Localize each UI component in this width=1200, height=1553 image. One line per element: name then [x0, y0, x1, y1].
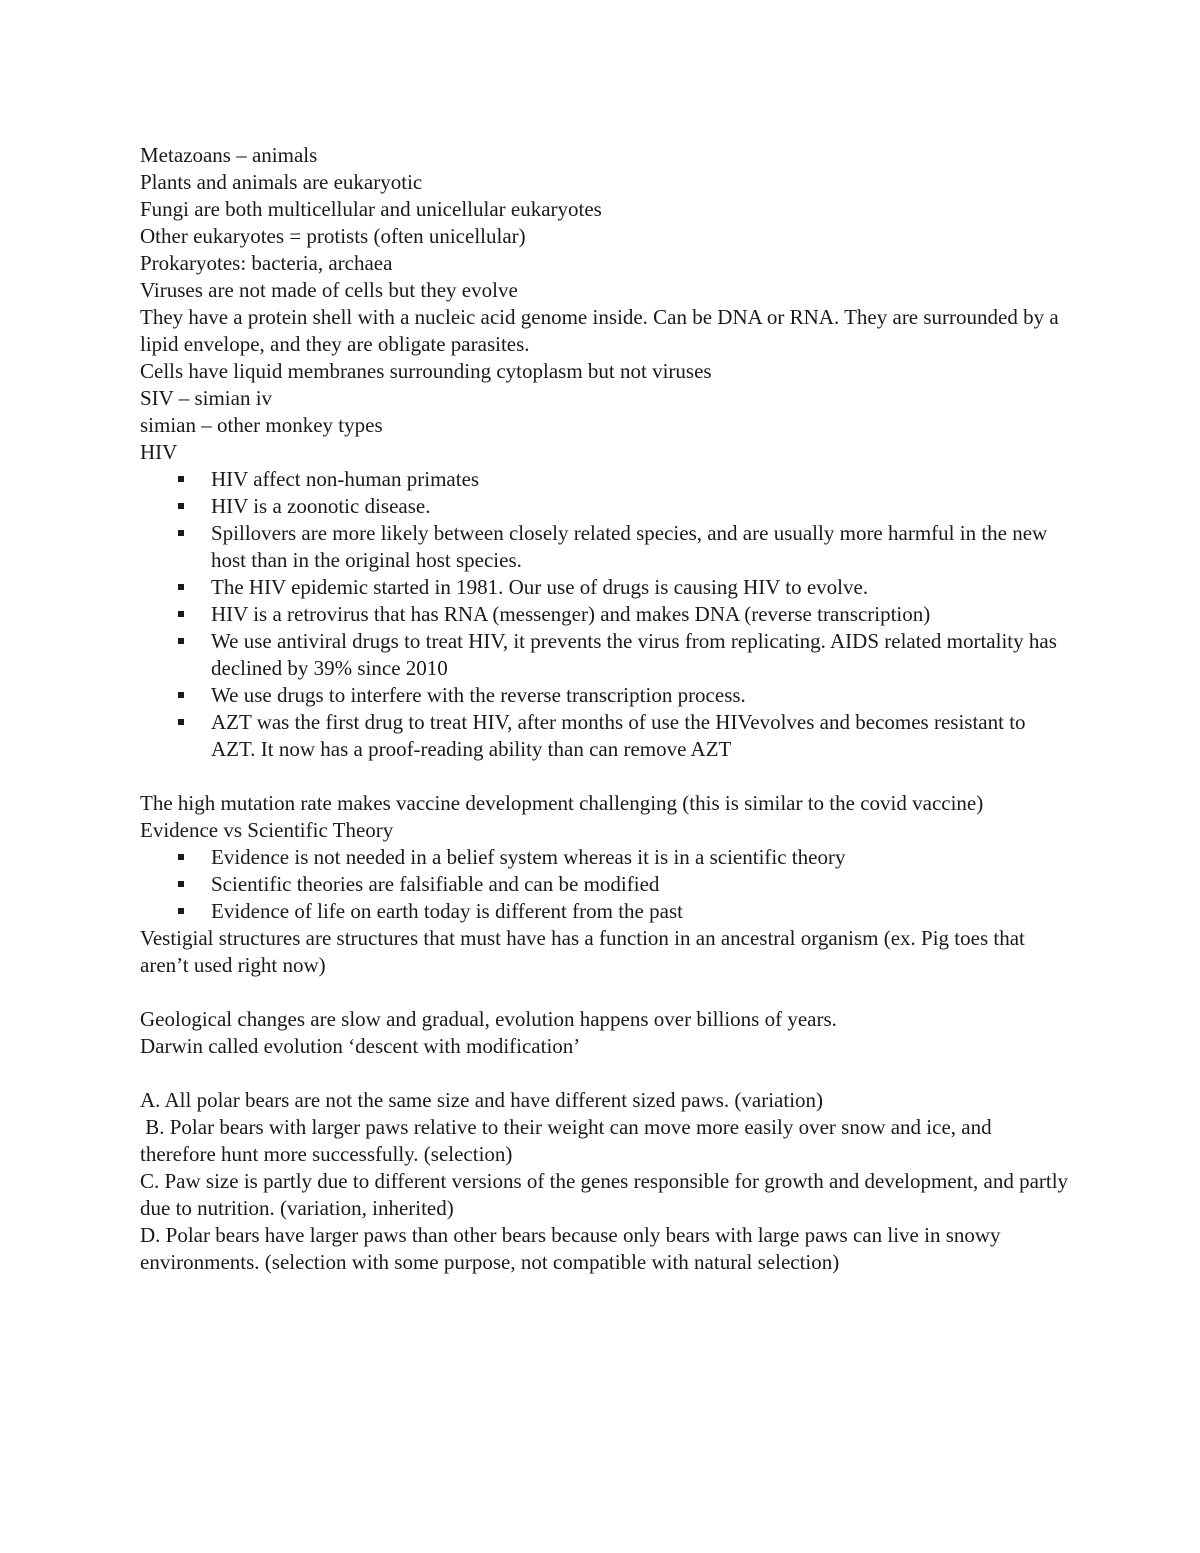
text-line-simian: simian – other monkey types — [140, 413, 383, 437]
bullet-square-icon — [178, 719, 184, 725]
list-item — [140, 682, 1070, 709]
text-line-cells-membranes: Cells have liquid membranes surrounding cytoplasm but not viruses — [140, 359, 712, 383]
text-line-vestigial: Vestigial structures are structures that must have has a function in an ancestral organism (ex. Pig toes that aren’t used right now) — [140, 926, 1025, 977]
bullet-square-icon — [178, 908, 184, 914]
list-item — [140, 574, 1070, 601]
list-item — [140, 628, 1070, 682]
bullet-square-icon — [178, 692, 184, 698]
list-item — [140, 898, 1070, 925]
list-item — [140, 844, 1070, 871]
text-line-darwin: Darwin called evolution ‘descent with modification’ — [140, 1034, 581, 1058]
bullet-square-icon — [178, 530, 184, 536]
list-item-text: The HIV epidemic started in 1981. Our use of drugs is causing HIV to evolve. — [211, 575, 869, 599]
text-line-other-eukaryotes: Other eukaryotes = protists (often unicellular) — [140, 224, 526, 248]
blank-line — [140, 979, 1070, 1006]
text-line-hiv-heading: HIV — [140, 440, 178, 464]
text-line-plants-animals: Plants and animals are eukaryotic — [140, 170, 423, 194]
text-line-evidence-heading: Evidence vs Scientific Theory — [140, 818, 394, 842]
list-item-text: Evidence of life on earth today is different from the past — [211, 899, 683, 923]
text-line-geology: Geological changes are slow and gradual, evolution happens over billions of years. — [140, 1007, 837, 1031]
bullet-square-icon — [178, 881, 184, 887]
list-item-text: HIV affect non-human primates — [211, 467, 480, 491]
list-item — [140, 493, 1070, 520]
list-item-text: Spillovers are more likely between closely related species, and are usually more harmful in the new host than in the original host species. — [211, 521, 1048, 572]
list-item-text: Evidence is not needed in a belief system whereas it is in a scientific theory — [211, 845, 846, 869]
option-d: D. Polar bears have larger paws than other bears because only bears with large paws can live in snowy environments. (selection with some purpose, not compatible with natural selection) — [140, 1223, 1001, 1274]
bullet-square-icon — [178, 854, 184, 860]
bullet-square-icon — [178, 611, 184, 617]
list-item-text: AZT was the first drug to treat HIV, after months of use the HIVevolves and becomes resistant to AZT. It now has a proof-reading ability than can remove AZT — [211, 710, 1026, 761]
option-b: B. Polar bears with larger paws relative to their weight can move more easily over snow and ice, and therefore hunt more successfully. (selection) — [140, 1115, 997, 1166]
text-line-siv: SIV – simian iv — [140, 386, 273, 410]
list-item-text: We use antiviral drugs to treat HIV, it prevents the virus from replicating. AIDS related mortality has declined by 39% since 2010 — [211, 629, 1057, 680]
list-item-text: HIV is a zoonotic disease. — [211, 494, 431, 518]
bullet-square-icon — [178, 584, 184, 590]
text-line-prokaryotes: Prokaryotes: bacteria, archaea — [140, 251, 393, 275]
text-line-fungi: Fungi are both multicellular and unicellular eukaryotes — [140, 197, 602, 221]
text-line-viruses: Viruses are not made of cells but they evolve — [140, 278, 518, 302]
option-a: A. All polar bears are not the same size and have different sized paws. (variation) — [140, 1088, 824, 1112]
bullet-square-icon — [178, 503, 184, 509]
text-line-mutation-rate: The high mutation rate makes vaccine development challenging (this is similar to the covid vaccine) — [140, 791, 984, 815]
text-line-protein-shell: They have a protein shell with a nucleic acid genome inside. Can be DNA or RNA. They are surrounded by a lipid envelope, and they are obligate parasites. — [140, 305, 1059, 356]
blank-line — [140, 1060, 1070, 1087]
list-item — [140, 466, 1070, 493]
text-line-metazoans: Metazoans – animals — [140, 143, 318, 167]
hiv-bullet-list — [140, 466, 1070, 763]
list-item-text: HIV is a retrovirus that has RNA (messenger) and makes DNA (reverse transcription) — [211, 602, 931, 626]
bullet-square-icon — [178, 638, 184, 644]
option-c: C. Paw size is partly due to different versions of the genes responsible for growth and development, and partly due to nutrition. (variation, inherited) — [140, 1169, 1069, 1220]
evidence-bullet-list — [140, 844, 1070, 925]
list-item — [140, 601, 1070, 628]
list-item — [140, 520, 1070, 574]
blank-line — [140, 763, 1070, 790]
list-item — [140, 709, 1070, 763]
list-item — [140, 871, 1070, 898]
bullet-square-icon — [178, 476, 184, 482]
document-page — [140, 142, 1070, 1276]
list-item-text: We use drugs to interfere with the reverse transcription process. — [211, 683, 746, 707]
list-item-text: Scientific theories are falsifiable and can be modified — [211, 872, 660, 896]
